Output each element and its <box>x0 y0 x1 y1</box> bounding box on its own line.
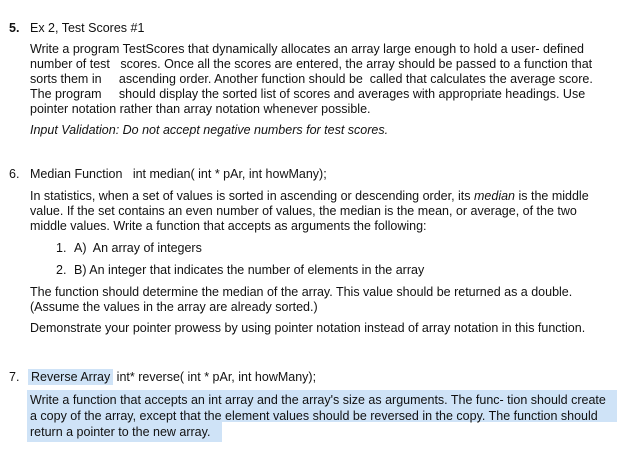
q5-line-4: The program should display the sorted list of scores and averages with appropriate headings. Use <box>30 87 586 101</box>
q6-para1-pre: In statistics, when a set of values is sorted in ascending or descending order, its <box>30 189 474 203</box>
q6-number: 6. <box>9 167 20 181</box>
q7-line-3: return a pointer to the new array. <box>30 425 211 439</box>
q7-signature: int* reverse( int * pAr, int howMany); <box>113 370 317 384</box>
q5-input-validation: Input Validation: Do not accept negative numbers for test scores. <box>30 123 389 137</box>
q6-item-1-number: 1. <box>56 241 67 255</box>
q6-item-2-number: 2. <box>56 263 67 277</box>
q5-title: Ex 2, Test Scores #1 <box>30 21 145 35</box>
q6-para2-line-1: The function should determine the median of the array. This value should be returned as a double. <box>30 285 573 299</box>
q7-number: 7. <box>9 370 20 384</box>
q5-line-3: sorts them in ascending order. Another function should be called that calculates the average score. <box>30 72 593 86</box>
q7-line-2: a copy of the array, except that the element values should be reversed in the copy. The function should <box>30 409 598 423</box>
q6-item-2-text: B) An integer that indicates the number of elements in the array <box>74 263 425 277</box>
q7-title-highlight: Reverse Array <box>28 369 113 385</box>
q6-title: Median Function int median( int * pAr, int howMany); <box>30 167 327 181</box>
q5-line-5: pointer notation rather than array notation whenever possible. <box>30 102 371 116</box>
q6-median-term: median <box>474 189 515 203</box>
q6-item-1-text: A) An array of integers <box>74 241 202 255</box>
q6-para1-post: is the middle <box>515 189 589 203</box>
q6-para3: Demonstrate your pointer prowess by using pointer notation instead of array notation in this function. <box>30 321 586 335</box>
q6-para1-line-2: value. If the set contains an even number of values, the median is the mean, or average, of the two <box>30 204 577 218</box>
q6-para1-line-1 <box>30 189 589 204</box>
q5-number: 5. <box>9 21 20 35</box>
q6-para2-line-2: (Assume the values in the array are already sorted.) <box>30 300 318 314</box>
q7-title <box>28 370 316 385</box>
q7-line-1: Write a function that accepts an int array and the array's size as arguments. The func- tion should create <box>30 393 606 407</box>
q5-line-1: Write a program TestScores that dynamically allocates an array large enough to hold a user- defined <box>30 42 585 56</box>
q5-line-2: number of test scores. Once all the scores are entered, the array should be passed to a function that <box>30 57 593 71</box>
q6-para1-line-3: middle values. Write a function that accepts as arguments the following: <box>30 219 427 233</box>
